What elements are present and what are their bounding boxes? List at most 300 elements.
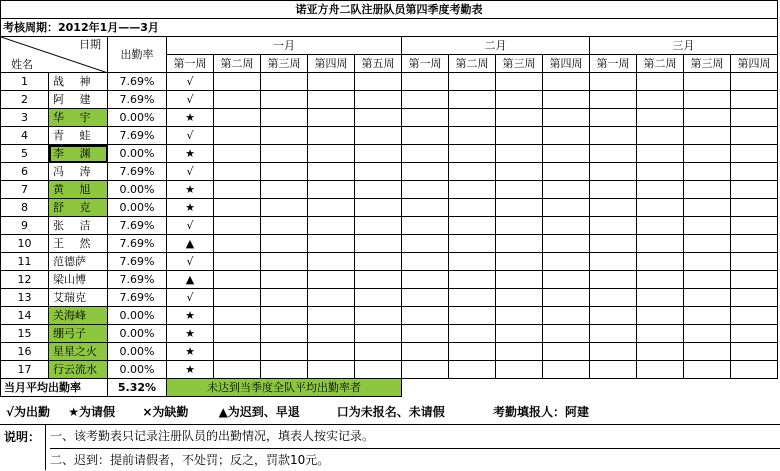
legend-absent: ×为缺勤 [142, 405, 189, 419]
attendance-cell[interactable] [496, 271, 543, 289]
attendance-cell[interactable] [590, 199, 637, 217]
attendance-rate: 0.00% [108, 307, 167, 325]
attendance-cell[interactable] [214, 181, 261, 199]
attendance-cell[interactable] [355, 109, 402, 127]
attendance-cell[interactable] [308, 271, 355, 289]
attendance-cell[interactable] [261, 307, 308, 325]
row-number: 11 [1, 253, 49, 271]
attendance-cell[interactable] [261, 343, 308, 361]
attendance-rate: 0.00% [108, 181, 167, 199]
attendance-cell[interactable] [261, 361, 308, 379]
attendance-mark[interactable]: √ [167, 91, 214, 109]
attendance-cell[interactable] [543, 271, 590, 289]
attendance-cell[interactable] [308, 145, 355, 163]
member-name[interactable]: 星星之火 [49, 343, 108, 361]
attendance-cell[interactable] [590, 271, 637, 289]
attendance-cell[interactable] [637, 163, 684, 181]
week-header: 第一周 [590, 55, 637, 73]
member-name[interactable]: 舒 克 [49, 199, 108, 217]
attendance-cell[interactable] [731, 343, 778, 361]
attendance-cell[interactable] [496, 127, 543, 145]
attendance-cell[interactable] [214, 253, 261, 271]
attendance-cell[interactable] [731, 199, 778, 217]
attendance-cell[interactable] [402, 361, 449, 379]
attendance-cell[interactable] [449, 289, 496, 307]
attendance-cell[interactable] [402, 235, 449, 253]
table-row [1, 235, 778, 253]
attendance-cell[interactable] [496, 307, 543, 325]
attendance-cell[interactable] [355, 145, 402, 163]
row-number: 17 [1, 361, 49, 379]
attendance-mark[interactable]: ★ [167, 343, 214, 361]
member-name[interactable]: 华 宇 [49, 109, 108, 127]
row-number: 4 [1, 127, 49, 145]
member-name[interactable]: 行云流水 [49, 361, 108, 379]
attendance-cell[interactable] [684, 253, 731, 271]
attendance-cell[interactable] [731, 235, 778, 253]
table-row [1, 253, 778, 271]
attendance-mark[interactable]: √ [167, 127, 214, 145]
attendance-cell[interactable] [402, 289, 449, 307]
notes-line-2: 二、迟到：提前请假者，不处罚；反之，罚款10元。 [50, 453, 330, 467]
attendance-cell[interactable] [684, 199, 731, 217]
attendance-cell[interactable] [543, 91, 590, 109]
attendance-cell[interactable] [543, 343, 590, 361]
attendance-cell[interactable] [731, 91, 778, 109]
attendance-cell[interactable] [449, 145, 496, 163]
row-number: 8 [1, 199, 49, 217]
row-number: 1 [1, 73, 49, 91]
attendance-cell[interactable] [402, 181, 449, 199]
attendance-cell[interactable] [731, 217, 778, 235]
attendance-cell[interactable] [355, 181, 402, 199]
attendance-cell[interactable] [261, 271, 308, 289]
attendance-cell[interactable] [355, 73, 402, 91]
attendance-cell[interactable] [308, 91, 355, 109]
attendance-cell[interactable] [308, 73, 355, 91]
attendance-cell[interactable] [261, 289, 308, 307]
attendance-cell[interactable] [590, 145, 637, 163]
member-name[interactable]: 张 洁 [49, 217, 108, 235]
attendance-cell[interactable] [402, 217, 449, 235]
attendance-cell[interactable] [214, 145, 261, 163]
attendance-cell[interactable] [496, 235, 543, 253]
row-number: 3 [1, 109, 49, 127]
month-header-feb: 二月 [402, 37, 590, 55]
attendance-cell[interactable] [308, 109, 355, 127]
week-header: 第三周 [496, 55, 543, 73]
attendance-cell[interactable] [449, 109, 496, 127]
attendance-cell[interactable] [496, 163, 543, 181]
attendance-mark[interactable]: ★ [167, 145, 214, 163]
attendance-cell[interactable] [496, 217, 543, 235]
attendance-rate: 7.69% [108, 253, 167, 271]
attendance-cell[interactable] [543, 145, 590, 163]
attendance-cell[interactable] [449, 235, 496, 253]
attendance-mark[interactable]: ▲ [167, 271, 214, 289]
attendance-mark[interactable]: ▲ [167, 235, 214, 253]
member-name[interactable]: 王 然 [49, 235, 108, 253]
attendance-rate: 7.69% [108, 163, 167, 181]
attendance-cell[interactable] [637, 361, 684, 379]
attendance-cell[interactable] [449, 73, 496, 91]
rate-header: 出勤率 [108, 37, 167, 73]
week-header: 第五周 [355, 55, 402, 73]
date-header: 日期 [79, 38, 101, 51]
attendance-cell[interactable] [543, 325, 590, 343]
attendance-cell[interactable] [590, 163, 637, 181]
attendance-cell[interactable] [355, 217, 402, 235]
attendance-cell[interactable] [355, 343, 402, 361]
attendance-cell[interactable] [308, 181, 355, 199]
attendance-cell[interactable] [543, 253, 590, 271]
attendance-cell[interactable] [449, 307, 496, 325]
attendance-cell[interactable] [449, 253, 496, 271]
attendance-cell[interactable] [449, 271, 496, 289]
attendance-cell[interactable] [261, 127, 308, 145]
attendance-cell[interactable] [402, 325, 449, 343]
attendance-cell[interactable] [731, 163, 778, 181]
attendance-cell[interactable] [308, 343, 355, 361]
attendance-cell[interactable] [355, 361, 402, 379]
row-number: 6 [1, 163, 49, 181]
attendance-cell[interactable] [449, 217, 496, 235]
attendance-cell[interactable] [731, 271, 778, 289]
attendance-cell[interactable] [637, 271, 684, 289]
attendance-cell[interactable] [684, 343, 731, 361]
attendance-cell[interactable] [449, 127, 496, 145]
attendance-cell[interactable] [637, 325, 684, 343]
attendance-cell[interactable] [402, 91, 449, 109]
attendance-cell[interactable] [261, 253, 308, 271]
attendance-mark[interactable]: √ [167, 289, 214, 307]
attendance-cell[interactable] [308, 199, 355, 217]
attendance-rate: 7.69% [108, 217, 167, 235]
attendance-cell[interactable] [402, 307, 449, 325]
attendance-cell[interactable] [684, 307, 731, 325]
table-row [1, 91, 778, 109]
attendance-cell[interactable] [355, 199, 402, 217]
member-name[interactable]: 梁山博 [49, 271, 108, 289]
week-header: 第三周 [684, 55, 731, 73]
attendance-cell[interactable] [684, 91, 731, 109]
attendance-cell[interactable] [684, 271, 731, 289]
attendance-cell[interactable] [590, 235, 637, 253]
attendance-cell[interactable] [637, 127, 684, 145]
attendance-cell[interactable] [402, 73, 449, 91]
attendance-cell[interactable] [355, 289, 402, 307]
member-name[interactable]: 黄 旭 [49, 181, 108, 199]
attendance-cell[interactable] [590, 109, 637, 127]
member-name[interactable]: 战 神 [49, 73, 108, 91]
table-row [1, 163, 778, 181]
attendance-cell[interactable] [214, 343, 261, 361]
attendance-cell[interactable] [590, 91, 637, 109]
attendance-cell[interactable] [684, 109, 731, 127]
attendance-cell[interactable] [590, 325, 637, 343]
attendance-cell[interactable] [543, 307, 590, 325]
attendance-cell[interactable] [402, 253, 449, 271]
attendance-cell[interactable] [214, 163, 261, 181]
row-number: 10 [1, 235, 49, 253]
attendance-cell[interactable] [496, 361, 543, 379]
attendance-cell[interactable] [214, 235, 261, 253]
attendance-cell[interactable] [214, 199, 261, 217]
attendance-cell[interactable] [449, 343, 496, 361]
attendance-cell[interactable] [684, 217, 731, 235]
attendance-cell[interactable] [308, 163, 355, 181]
attendance-cell[interactable] [590, 343, 637, 361]
attendance-cell[interactable] [214, 91, 261, 109]
attendance-cell[interactable] [684, 181, 731, 199]
attendance-cell[interactable] [449, 181, 496, 199]
attendance-cell[interactable] [402, 127, 449, 145]
attendance-cell[interactable] [496, 109, 543, 127]
attendance-cell[interactable] [637, 91, 684, 109]
attendance-cell[interactable] [731, 361, 778, 379]
attendance-cell[interactable] [496, 73, 543, 91]
average-label: 当月平均出勤率 [1, 379, 108, 397]
sheet-title: 诺亚方舟二队注册队员第四季度考勤表 [1, 1, 778, 19]
attendance-cell[interactable] [214, 271, 261, 289]
attendance-rate: 7.69% [108, 271, 167, 289]
attendance-cell[interactable] [637, 343, 684, 361]
attendance-mark[interactable]: ★ [167, 109, 214, 127]
attendance-cell[interactable] [308, 127, 355, 145]
attendance-cell[interactable] [261, 325, 308, 343]
attendance-rate: 0.00% [108, 199, 167, 217]
attendance-cell[interactable] [355, 253, 402, 271]
attendance-cell[interactable] [543, 109, 590, 127]
row-number: 7 [1, 181, 49, 199]
attendance-cell[interactable] [684, 73, 731, 91]
attendance-mark[interactable]: √ [167, 163, 214, 181]
attendance-rate: 7.69% [108, 73, 167, 91]
row-number: 2 [1, 91, 49, 109]
table-row [1, 181, 778, 199]
attendance-cell[interactable] [543, 181, 590, 199]
attendance-cell[interactable] [543, 73, 590, 91]
attendance-cell[interactable] [308, 307, 355, 325]
member-name[interactable]: 冯 涛 [49, 163, 108, 181]
attendance-cell[interactable] [261, 91, 308, 109]
attendance-cell[interactable] [308, 217, 355, 235]
attendance-cell[interactable] [590, 307, 637, 325]
attendance-cell[interactable] [496, 289, 543, 307]
attendance-cell[interactable] [355, 163, 402, 181]
attendance-cell[interactable] [590, 361, 637, 379]
attendance-cell[interactable] [590, 289, 637, 307]
attendance-cell[interactable] [449, 199, 496, 217]
attendance-cell[interactable] [261, 235, 308, 253]
row-number: 5 [1, 145, 49, 163]
attendance-cell[interactable] [214, 127, 261, 145]
attendance-cell[interactable] [355, 307, 402, 325]
member-name[interactable]: 范德萨 [49, 253, 108, 271]
attendance-cell[interactable] [684, 163, 731, 181]
table-row [1, 109, 778, 127]
table-row [1, 325, 778, 343]
attendance-cell[interactable] [308, 289, 355, 307]
attendance-mark[interactable]: √ [167, 73, 214, 91]
attendance-cell[interactable] [355, 271, 402, 289]
attendance-cell[interactable] [543, 199, 590, 217]
table-row [1, 289, 778, 307]
attendance-cell[interactable] [731, 325, 778, 343]
member-name[interactable]: 李 渊 [49, 145, 108, 163]
attendance-cell[interactable] [590, 127, 637, 145]
attendance-cell[interactable] [496, 253, 543, 271]
attendance-cell[interactable] [308, 325, 355, 343]
attendance-cell[interactable] [355, 325, 402, 343]
attendance-cell[interactable] [261, 217, 308, 235]
attendance-cell[interactable] [684, 289, 731, 307]
attendance-cell[interactable] [637, 217, 684, 235]
attendance-cell[interactable] [731, 109, 778, 127]
attendance-cell[interactable] [543, 235, 590, 253]
attendance-cell[interactable] [637, 235, 684, 253]
month-header-mar: 三月 [590, 37, 778, 55]
attendance-cell[interactable] [637, 145, 684, 163]
attendance-cell[interactable] [402, 199, 449, 217]
attendance-mark[interactable]: ★ [167, 325, 214, 343]
attendance-cell[interactable] [214, 73, 261, 91]
attendance-cell[interactable] [731, 145, 778, 163]
attendance-cell[interactable] [590, 73, 637, 91]
table-row [1, 127, 778, 145]
attendance-cell[interactable] [261, 73, 308, 91]
attendance-cell[interactable] [355, 235, 402, 253]
attendance-mark[interactable]: ★ [167, 307, 214, 325]
attendance-cell[interactable] [449, 163, 496, 181]
attendance-cell[interactable] [308, 361, 355, 379]
average-empty [402, 379, 778, 397]
attendance-cell[interactable] [496, 145, 543, 163]
row-number: 13 [1, 289, 49, 307]
attendance-cell[interactable] [214, 325, 261, 343]
attendance-cell[interactable] [355, 127, 402, 145]
attendance-cell[interactable] [496, 181, 543, 199]
attendance-cell[interactable] [496, 91, 543, 109]
attendance-cell[interactable] [496, 199, 543, 217]
attendance-cell[interactable] [590, 181, 637, 199]
attendance-cell[interactable] [543, 163, 590, 181]
attendance-cell[interactable] [261, 181, 308, 199]
week-header: 第四周 [543, 55, 590, 73]
table-row [1, 271, 778, 289]
attendance-cell[interactable] [684, 325, 731, 343]
week-header: 第二周 [214, 55, 261, 73]
legend-present: √为出勤 [6, 405, 51, 419]
attendance-cell[interactable] [543, 361, 590, 379]
average-value: 5.32% [108, 379, 167, 397]
attendance-cell[interactable] [637, 73, 684, 91]
attendance-cell[interactable] [637, 199, 684, 217]
attendance-cell[interactable] [731, 127, 778, 145]
legend-reporter: 考勤填报人：阿建 [492, 405, 589, 419]
member-name[interactable]: 艾瑞克 [49, 289, 108, 307]
table-row [1, 361, 778, 379]
week-header: 第一周 [167, 55, 214, 73]
attendance-cell[interactable] [449, 91, 496, 109]
member-name[interactable]: 关海峰 [49, 307, 108, 325]
average-note: 未达到当季度全队平均出勤率者 [167, 379, 402, 397]
attendance-cell[interactable] [496, 325, 543, 343]
attendance-cell[interactable] [308, 235, 355, 253]
attendance-cell[interactable] [214, 217, 261, 235]
attendance-mark[interactable]: √ [167, 253, 214, 271]
attendance-cell[interactable] [684, 127, 731, 145]
attendance-cell[interactable] [449, 361, 496, 379]
attendance-cell[interactable] [402, 343, 449, 361]
legend-unregistered: 口为未报名、未请假 [336, 405, 445, 419]
attendance-cell[interactable] [637, 253, 684, 271]
attendance-cell[interactable] [214, 307, 261, 325]
attendance-rate: 0.00% [108, 145, 167, 163]
attendance-cell[interactable] [731, 253, 778, 271]
table-row [1, 217, 778, 235]
attendance-cell[interactable] [402, 163, 449, 181]
attendance-mark[interactable]: ★ [167, 361, 214, 379]
attendance-cell[interactable] [684, 145, 731, 163]
table-row [1, 199, 778, 217]
attendance-cell[interactable] [637, 307, 684, 325]
attendance-cell[interactable] [731, 181, 778, 199]
attendance-rate: 0.00% [108, 109, 167, 127]
attendance-cell[interactable] [261, 145, 308, 163]
attendance-cell[interactable] [637, 181, 684, 199]
attendance-cell[interactable] [402, 109, 449, 127]
attendance-cell[interactable] [402, 145, 449, 163]
attendance-cell[interactable] [402, 271, 449, 289]
attendance-cell[interactable] [543, 217, 590, 235]
attendance-cell[interactable] [496, 343, 543, 361]
attendance-cell[interactable] [449, 325, 496, 343]
attendance-cell[interactable] [214, 361, 261, 379]
attendance-cell[interactable] [543, 127, 590, 145]
attendance-cell[interactable] [543, 289, 590, 307]
attendance-cell[interactable] [637, 109, 684, 127]
legend-leave: ★为请假 [68, 405, 115, 419]
attendance-cell[interactable] [637, 289, 684, 307]
attendance-cell[interactable] [214, 289, 261, 307]
member-name[interactable]: 阿 建 [49, 91, 108, 109]
attendance-cell[interactable] [731, 73, 778, 91]
attendance-cell[interactable] [590, 253, 637, 271]
attendance-cell[interactable] [684, 235, 731, 253]
attendance-mark[interactable]: ★ [167, 199, 214, 217]
attendance-cell[interactable] [214, 109, 261, 127]
attendance-cell[interactable] [684, 361, 731, 379]
member-name[interactable]: 青 蛙 [49, 127, 108, 145]
attendance-cell[interactable] [731, 289, 778, 307]
member-name[interactable]: 绷弓子 [49, 325, 108, 343]
notes-label: 说明： [0, 425, 46, 470]
attendance-cell[interactable] [355, 91, 402, 109]
attendance-cell[interactable] [731, 307, 778, 325]
attendance-cell[interactable] [261, 199, 308, 217]
attendance-cell[interactable] [590, 217, 637, 235]
table-row [1, 343, 778, 361]
attendance-cell[interactable] [261, 109, 308, 127]
attendance-cell[interactable] [308, 253, 355, 271]
attendance-mark[interactable]: √ [167, 217, 214, 235]
name-header: 姓名 [11, 58, 33, 71]
legend-bar [0, 400, 780, 425]
attendance-cell[interactable] [261, 163, 308, 181]
attendance-mark[interactable]: ★ [167, 181, 214, 199]
attendance-rate: 0.00% [108, 361, 167, 379]
